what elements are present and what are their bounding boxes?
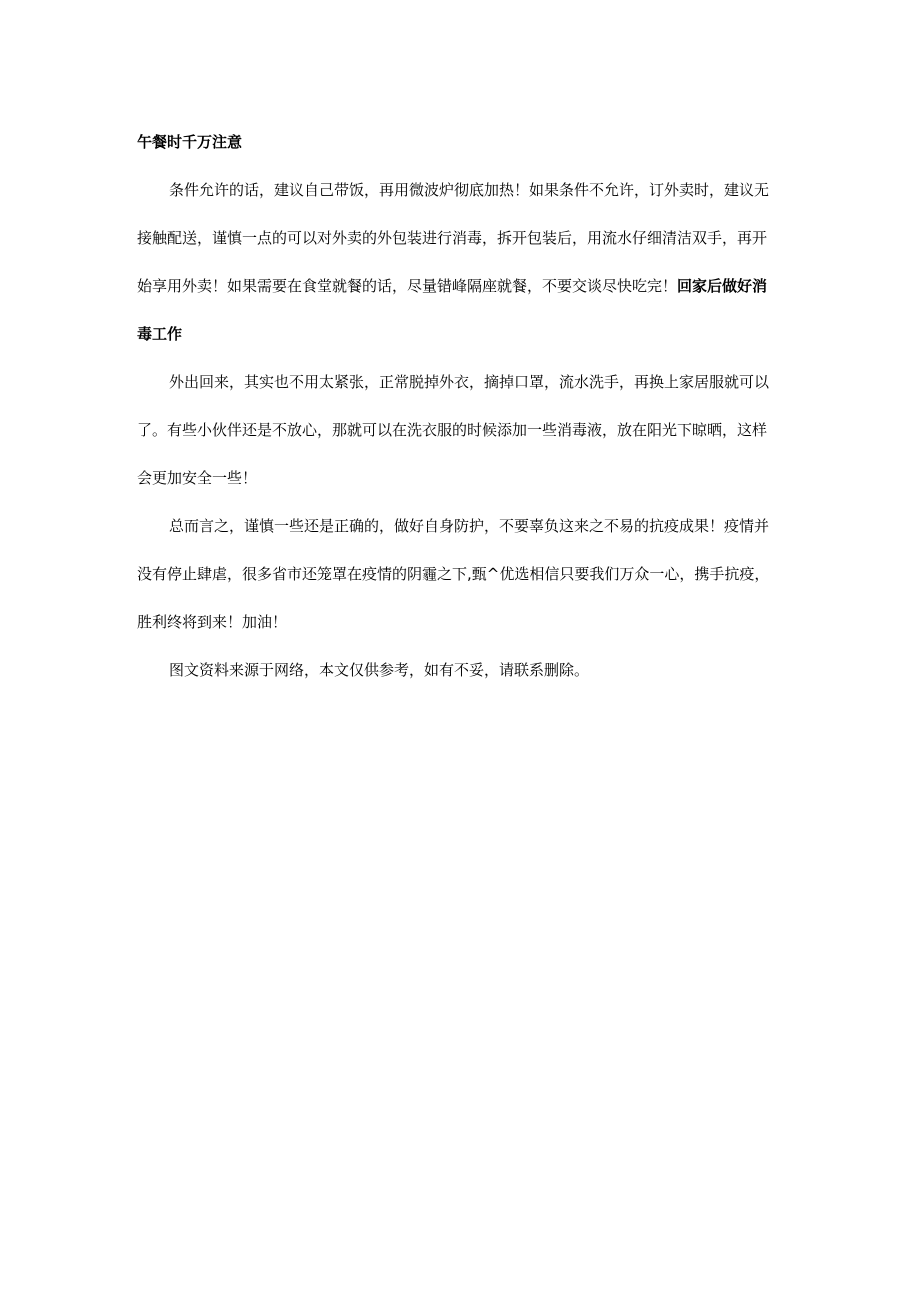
paragraph-line: 没有停止肆虐，很多省市还笼罩在疫情的阴霾之下,甄^优选相信只要我们万众一心，携手抗疫， xyxy=(137,565,770,583)
paragraph-conclusion xyxy=(137,502,797,646)
paragraph-lunch xyxy=(137,166,797,310)
paragraph-disclaimer xyxy=(137,646,797,694)
paragraph-home xyxy=(137,358,797,502)
section-heading-disinfect: 毒工作 xyxy=(137,325,183,343)
paragraph-line: 胜利终将到来！加油！ xyxy=(137,613,288,631)
paragraph-line: 外出回来，其实也不用太紧张，正常脱掉外衣，摘掉口罩，流水洗手，再换上家居服就可以 xyxy=(169,373,770,391)
paragraph-line: 条件允许的话，建议自己带饭，再用微波炉彻底加热！如果条件不允许，订外卖时，建议无 xyxy=(169,181,770,199)
paragraph-line: 了。有些小伙伴还是不放心，那就可以在洗衣服的时候添加一些消毒液，放在阳光下晾晒，这样 xyxy=(137,421,768,439)
paragraph-text: 始享用外卖！如果需要在食堂就餐的话，尽量错峰隔座就餐，不要交谈尽快吃完！ xyxy=(137,277,678,295)
paragraph-line: 总而言之，谨慎一些还是正确的，做好自身防护，不要辜负这来之不易的抗疫成果！疫情并 xyxy=(169,517,770,535)
section-heading-home-inline: 回家后做好消 xyxy=(677,277,768,295)
paragraph-line xyxy=(137,262,797,310)
paragraph-line: 会更加安全一些！ xyxy=(137,469,258,487)
paragraph-line: 接触配送，谨慎一点的可以对外卖的外包装进行消毒，拆开包装后，用流水仔细清洁双手，再开 xyxy=(137,229,768,247)
section-heading-lunch: 午餐时千万注意 xyxy=(137,133,243,151)
disclaimer-text: 图文资料来源于网络，本文仅供参考，如有不妥，请联系删除。 xyxy=(169,661,590,679)
document-body xyxy=(137,118,797,694)
